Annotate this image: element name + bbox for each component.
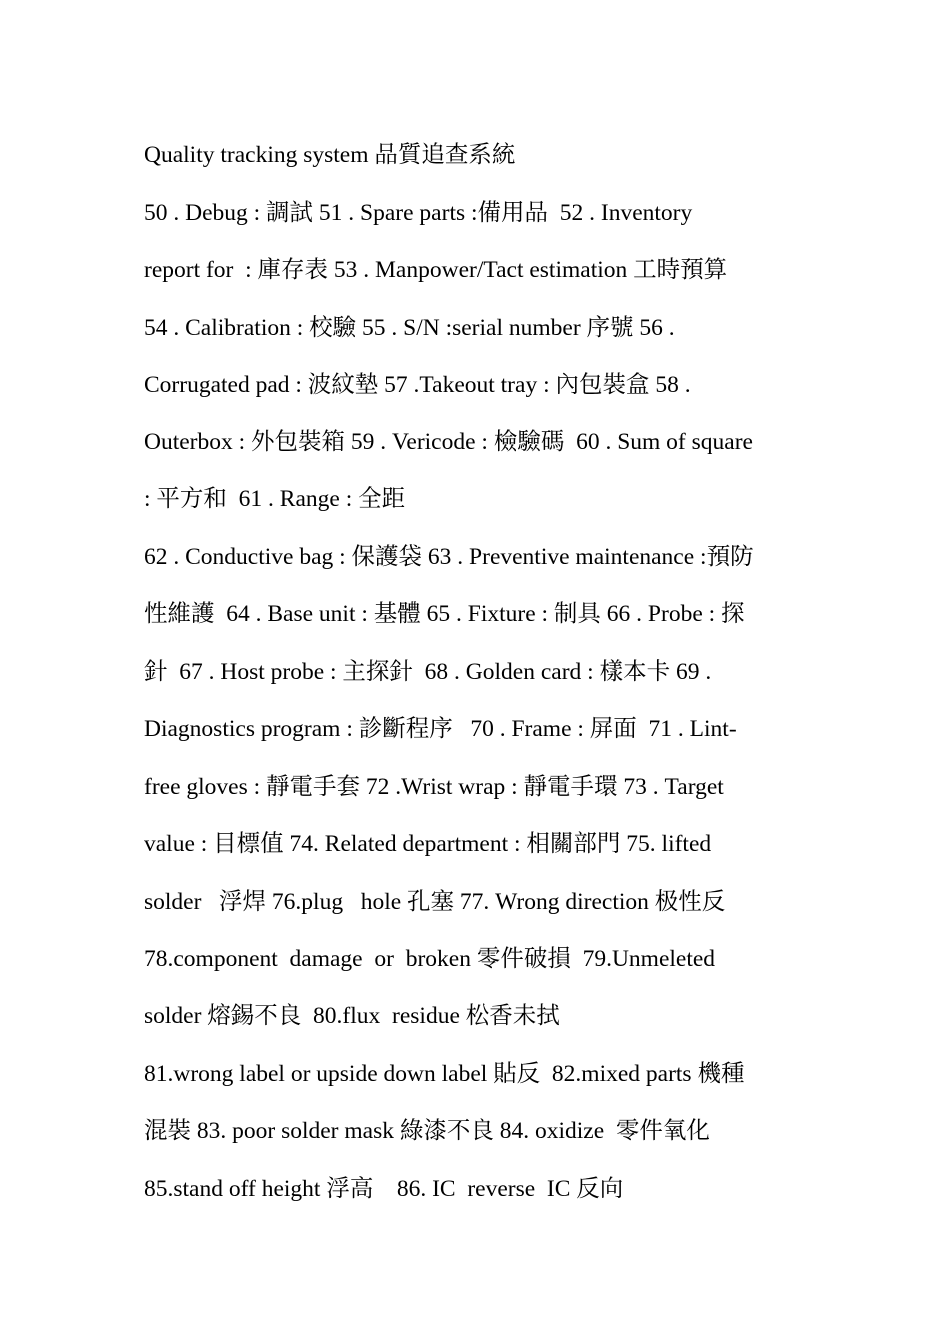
doc-text-line: 性維護 64 . Base unit : 基體 65 . Fixture : 制具 66 . Probe : 探 xyxy=(144,601,745,627)
doc-text-line: Corrugated pad : 波紋墊 57 .Takeout tray : 內包裝盒 58 . xyxy=(144,372,691,398)
doc-text-line: 混裝 83. poor solder mask 綠漆不良 84. oxidize 零件氧化 xyxy=(144,1118,710,1144)
doc-text-line: 50 . Debug : 調試 51 . Spare parts :備用品 52 . Inventory xyxy=(144,200,693,226)
doc-text-line: 針 67 . Host probe : 主探針 68 . Golden card : 樣本卡 69 . xyxy=(144,659,712,685)
doc-text-line: 85.stand off height 浮高 86. IC reverse IC 反向 xyxy=(144,1176,624,1202)
doc-title-line: Quality tracking system 品質追查系統 xyxy=(144,142,516,168)
doc-text-line: 54 . Calibration : 校驗 55 . S/N :serial number 序號 56 . xyxy=(144,315,675,341)
doc-text-line: value : 目標值 74. Related department : 相關部門 75. lifted xyxy=(144,831,712,857)
doc-text-line: : 平方和 61 . Range : 全距 xyxy=(144,486,406,512)
doc-text-line: report for : 庫存表 53 . Manpower/Tact estimation 工時預算 xyxy=(144,257,728,283)
doc-text-line: 81.wrong label or upside down label 貼反 82.mixed parts 機種 xyxy=(144,1061,745,1087)
doc-text-line: Diagnostics program : 診斷程序 70 . Frame : 屏面 71 . Lint- xyxy=(144,716,737,742)
doc-text-line: solder 浮焊 76.plug hole 孔塞 77. Wrong direction 极性反 xyxy=(144,889,726,915)
doc-text-line: 78.component damage or broken 零件破損 79.Unmeleted xyxy=(144,946,716,972)
doc-text-line: 62 . Conductive bag : 保護袋 63 . Preventive maintenance :預防 xyxy=(144,544,754,570)
doc-text-line: solder 熔錫不良 80.flux residue 松香未拭 xyxy=(144,1003,560,1029)
doc-text-line: Outerbox : 外包裝箱 59 . Vericode : 檢驗碼 60 . Sum of square xyxy=(144,429,753,455)
doc-text-line: free gloves : 靜電手套 72 .Wrist wrap : 靜電手環 73 . Target xyxy=(144,774,724,800)
